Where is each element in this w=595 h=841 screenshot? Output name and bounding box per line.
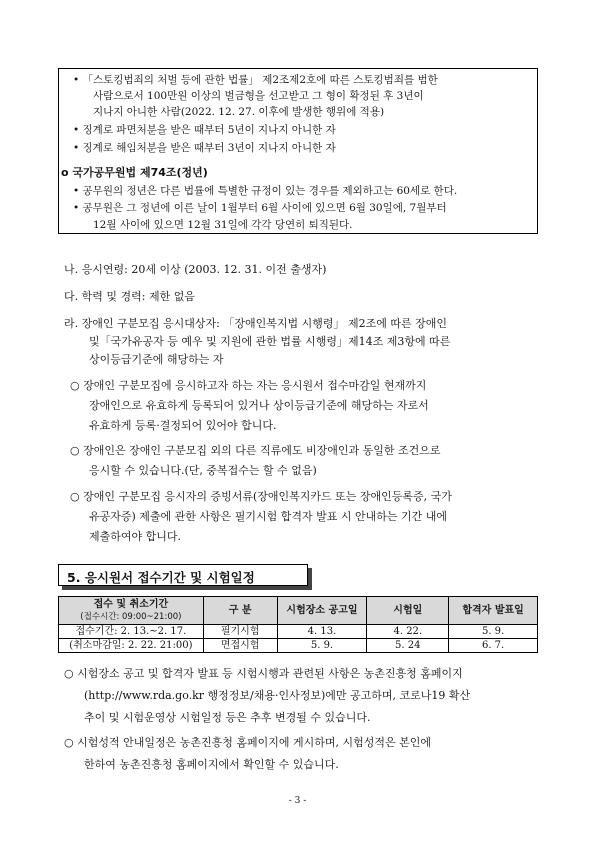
section-title: 5. 응시원서 접수기간 및 시험일정 (67, 570, 255, 585)
header-type: 구 분 (203, 597, 277, 625)
disabled-target-line: 상이등급기준에 해당하는 자 (89, 353, 224, 366)
note-item: ○ 시험장소 공고 및 합격자 발표 등 시험시행과 관련된 사항은 농촌진흥청 홈페이지 (64, 667, 463, 680)
page-number: - 3 - (288, 796, 307, 806)
table-cell: (취소마감일: 2. 22. 21:00) (59, 639, 204, 653)
table-cell: 4. 22. (367, 625, 449, 639)
education-requirement: 다. 학력 및 경력: 제한 없음 (64, 290, 195, 303)
header-exam: 시험일 (367, 597, 449, 625)
note-item: 장애인으로 유효하게 등록되어 있거나 상이등급기준에 해당하는 자로서 (89, 399, 429, 412)
note-item: (http://www.rda.go.kr 행정정보/채용·인사정보)에만 공고하며, 코로나19 확산 (84, 689, 471, 702)
table-header-row (59, 597, 538, 625)
table-cell: 필기시험 (203, 625, 277, 639)
note-item: ○ 장애인 구분모집에 응시하고자 하는 자는 응시원서 접수마감일 현재까지 (70, 379, 427, 392)
box-heading: o 국가공무원법 제74조(정년) (61, 166, 208, 179)
table-cell: 5. 24 (367, 639, 449, 653)
note-item: ○ 장애인 구분모집 응시자의 증빙서류(장애인복지카드 또는 장애인등록증, 국가 (70, 490, 452, 503)
header-period (59, 597, 204, 625)
disabled-target-line: 라. 장애인 구분모집 응시대상자: 「장애인복지법 시행령」 제2조에 따른 장애인 (64, 317, 447, 330)
schedule-table (58, 596, 538, 653)
box-line: 지나지 아니한 사람(2022. 12. 27. 이후에 발생한 행위에 적용) (93, 106, 385, 118)
note-item: ○ 장애인은 장애인 구분모집 외의 다른 직류에도 비장애인과 동일한 조건으로 (70, 444, 441, 457)
note-item: 유효하게 등록·결정되어 있어야 합니다. (89, 419, 277, 432)
table-row (59, 639, 538, 653)
disqualification-box (58, 68, 538, 234)
box-line: • 공무원은 그 정년에 이른 날이 1월부터 6월 사이에 있으면 6월 30일에, 7월부터 (73, 202, 447, 214)
note-item: 응시할 수 있습니다.(단, 중복접수는 할 수 없음) (89, 464, 317, 477)
note-item: 제출하여야 합니다. (89, 530, 182, 543)
table-row (59, 625, 538, 639)
box-line: • 징계로 해임처분을 받은 때부터 3년이 지나지 아니한 자 (73, 142, 336, 154)
box-line: 사람으로서 100만원 이상의 벌금형을 선고받고 그 형이 확정된 후 3년이 (93, 90, 424, 102)
table-cell: 접수기간: 2. 13.~2. 17. (59, 625, 204, 639)
box-line: 12월 사이에 있으면 12월 31일에 각각 당연히 퇴직된다. (93, 219, 353, 231)
note-item: 유공자증) 제출에 관한 사항은 필기시험 합격자 발표 시 안내하는 기간 내에 (89, 510, 448, 523)
section-heading (58, 564, 308, 586)
note-item: 추이 및 시험운영상 시험일정 등은 추후 변경될 수 있습니다. (84, 711, 371, 724)
header-notice: 시험장소 공고일 (277, 597, 367, 625)
box-line: • 「스토킹범죄의 처벌 등에 관한 법률」 제2조제2호에 따른 스토킹범죄를 범한 (73, 74, 438, 86)
box-line: • 공무원의 정년은 다른 법률에 특별한 규정이 있는 경우를 제외하고는 60세로 한다. (73, 185, 458, 197)
table-cell: 4. 13. (277, 625, 367, 639)
table-cell: 6. 7. (449, 639, 538, 653)
header-result: 합격자 발표일 (449, 597, 538, 625)
header-period-label: 접수 및 취소기간 (93, 598, 169, 610)
table-cell: 5. 9. (277, 639, 367, 653)
note-item: 한하여 농촌진흥청 홈페이지에서 확인할 수 있습니다. (84, 758, 339, 771)
age-requirement: 나. 응시연령: 20세 이상 (2003. 12. 31. 이전 출생자) (64, 263, 327, 276)
table-cell: 5. 9. (449, 625, 538, 639)
box-line: • 징계로 파면처분을 받은 때부터 5년이 지나지 아니한 자 (73, 124, 336, 136)
note-item: ○ 시험성적 안내일정은 농촌진흥청 홈페이지에 게시하며, 시험성적은 본인에 (64, 736, 431, 749)
disabled-target-line: 및「국가유공자 등 예우 및 지원에 관한 법률 시행령」제14조 제3항에 따른 (89, 335, 451, 348)
table-cell: 면접시험 (203, 639, 277, 653)
header-period-sub: (접수시간: 09:00~21:00) (80, 611, 182, 622)
